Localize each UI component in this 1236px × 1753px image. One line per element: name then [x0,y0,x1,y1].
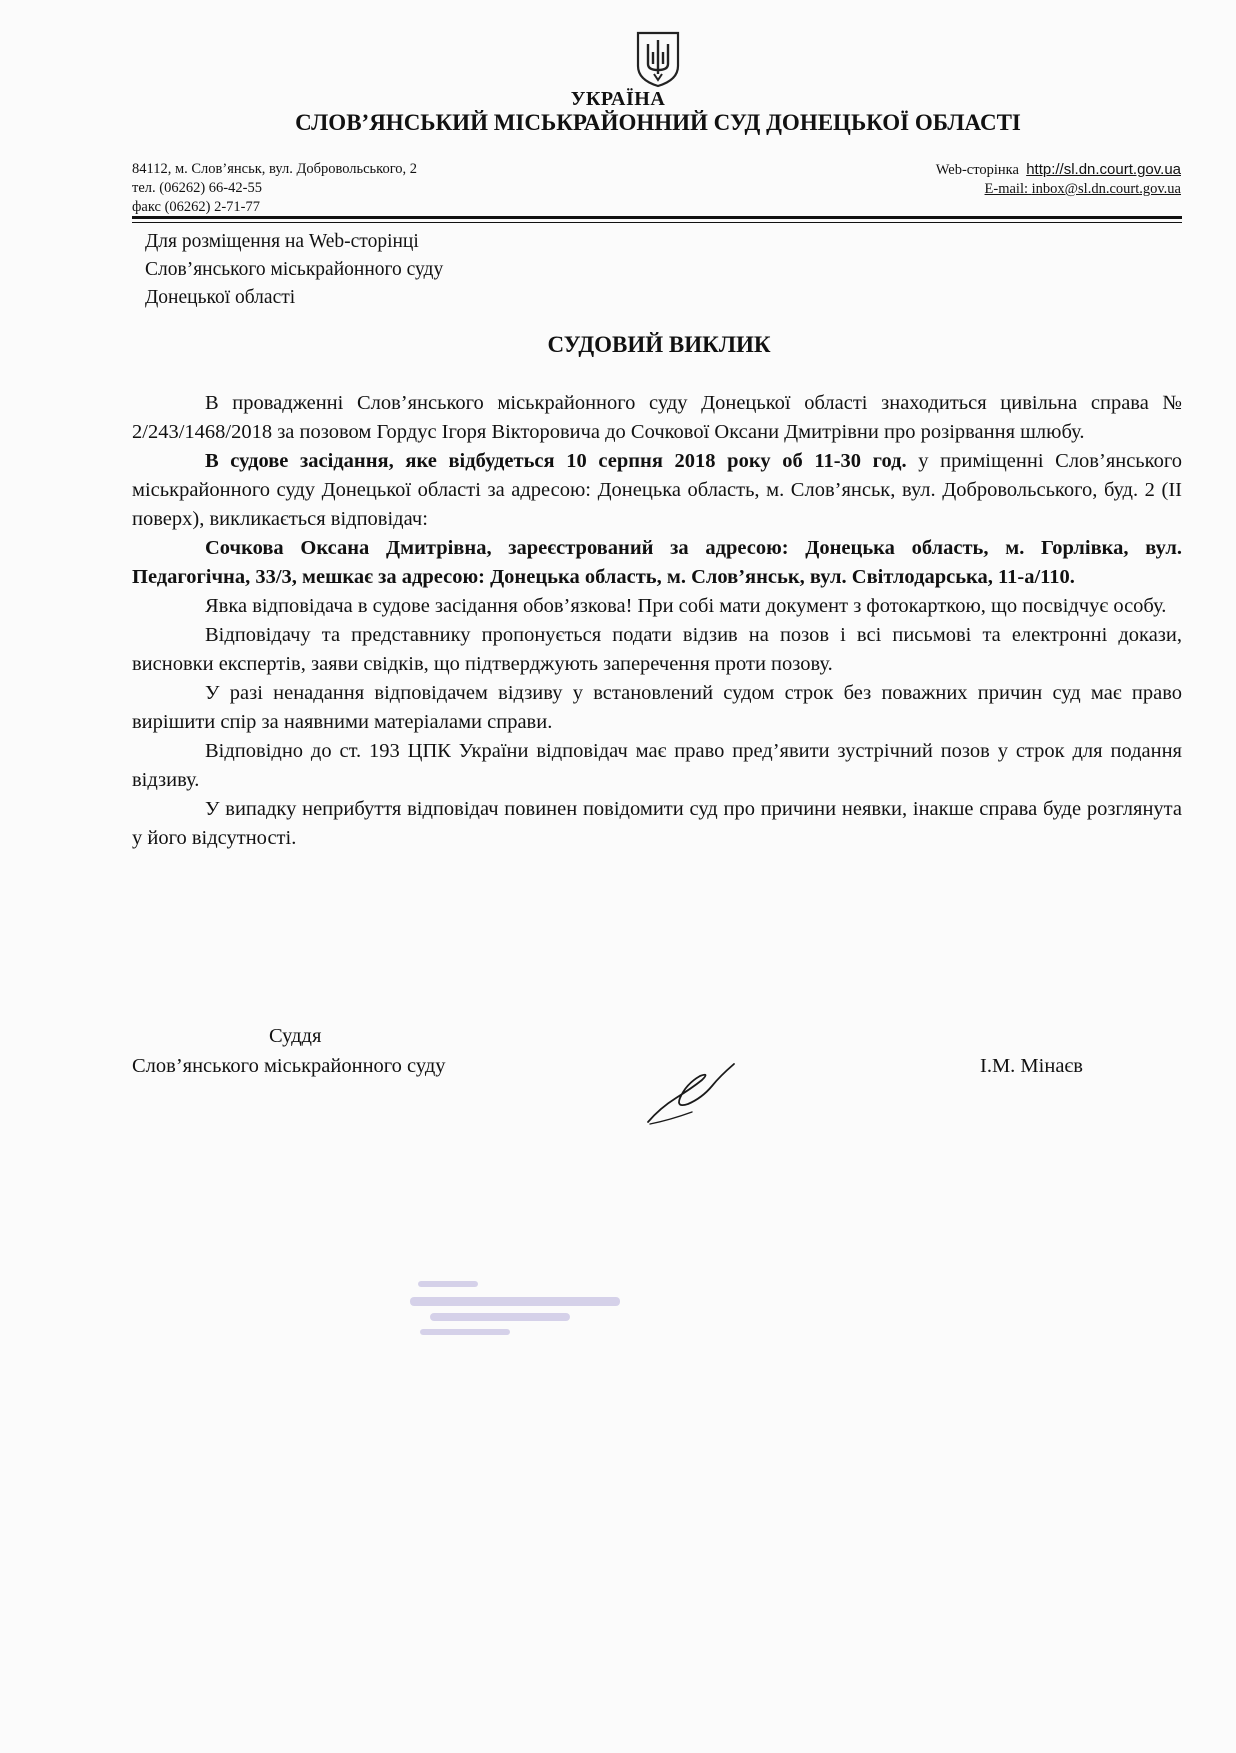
handwritten-signature [640,1050,740,1130]
placement-line-3: Донецької області [145,287,296,308]
contact-block-right [936,160,1181,199]
email-label: E-mail: [984,181,1029,197]
header-rule-thin [132,222,1182,223]
web-line [936,160,1181,180]
paragraph-case: В провадженні Слов’янського міськрайонного суду Донецької області знаходиться цивільна справа № 2/243/1468/2018 за позовом Гордус Ігоря Вікторовича до Сочкової Оксани Дмитрівни про розірвання шлюбу. [132,392,1182,443]
document-title: СУДОВИЙ ВИКЛИК [547,332,771,357]
email-link[interactable]: inbox@sl.dn.court.gov.ua [1031,181,1181,197]
judge-name: І.М. Мінаєв [980,1055,1083,1077]
placement-line-1: Для розміщення на Web-сторінці [145,231,419,252]
paragraph-defendant [132,534,1182,592]
hearing-location-text: у приміщенні Слов’янського міськрайонного суду Донецької області за адресою: Донецька область, м. Слов’янськ, вул. Добровольського, буд. 2 (ІІ поверх), викликається відповідач: [132,450,1182,530]
header-court-name: СЛОВ’ЯНСЬКИЙ МІСЬКРАЙОННИЙ СУД ДОНЕЦЬКОЇ ОБЛАСТІ [295,110,1021,135]
header-rule-thick [132,216,1182,219]
paragraph-counterclaim: Відповідно до ст. 193 ЦПК України відповідач має право пред’явити зустрічний позов у строк для подання відзиву. [132,740,1182,791]
document-body [132,389,1182,853]
faded-stamp [410,1275,650,1345]
email-line [936,180,1181,199]
court-address: 84112, м. Слов’янськ, вул. Добровольського, 2 [132,161,418,177]
contact-block-left [132,160,417,217]
hearing-date-text: В судове засідання, яке відбудеться 10 серпня 2018 року об 11-30 год. [205,450,907,472]
judge-court: Слов’янського міськрайонного суду [132,1055,446,1077]
judge-title: Суддя [269,1025,322,1047]
placement-line-2: Слов’янського міськрайонного суду [145,259,444,280]
paragraph-response: Відповідачу та представнику пропонується подати відзив на позов і всі письмові та електронні докази, висновки експертів, заяви свідків, що підтверджують заперечення проти позову. [132,624,1182,675]
paragraph-no-response: У разі ненадання відповідачем відзиву у встановлений судом строк без поважних причин суд має право вирішити спір за наявними матеріалами справи. [132,682,1182,733]
court-phone: тел. (06262) 66-42-55 [132,180,262,196]
defendant-text: Сочкова Оксана Дмитрівна, зареєстрований за адресою: Донецька область, м. Горлівка, вул. Педагогічна, 33/3, мешкає за адресою: Донецька область, м. Слов’янськ, вул. Світлодарська, 11-а/110. [132,537,1182,588]
header-country: УКРАЇНА [570,88,666,110]
paragraph-non-appearance: У випадку неприбуття відповідач повинен повідомити суд про причини неявки, інакше справа буде розглянута у його відсутності. [132,798,1182,849]
court-fax: факс (06262) 2-71-77 [132,199,261,215]
paragraph-attendance: Явка відповідача в судове засідання обов’язкова! При собі мати документ з фотокарткою, що посвідчує особу. [205,595,1167,617]
web-link[interactable]: http://sl.dn.court.gov.ua [1026,161,1181,178]
coat-of-arms-icon [634,30,682,88]
web-label: Web-сторінка [935,162,1019,178]
paragraph-hearing [132,447,1182,534]
placement-note [145,228,443,312]
